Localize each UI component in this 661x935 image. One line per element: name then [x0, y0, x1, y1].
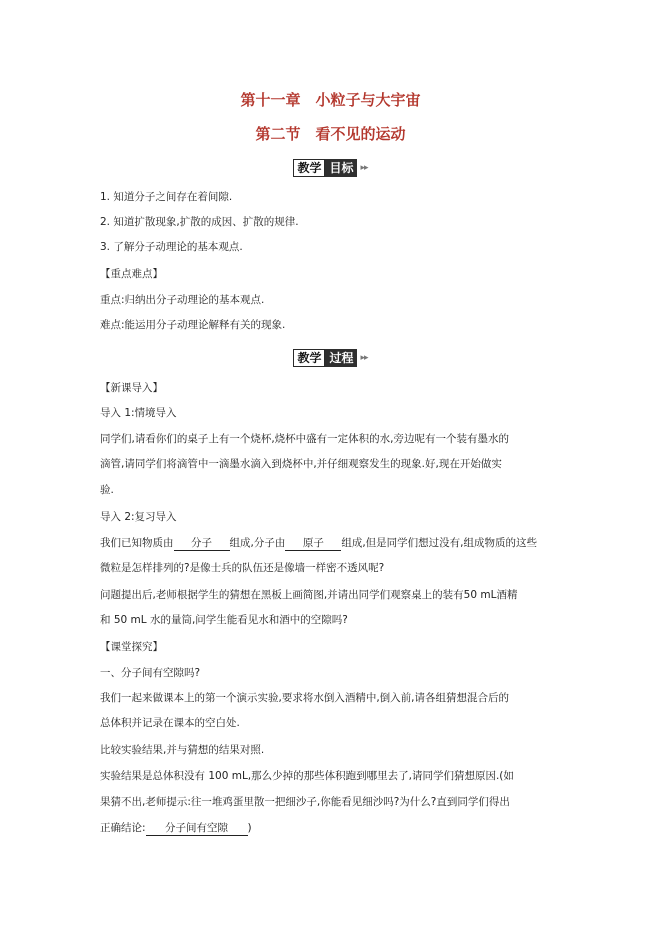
objective-item-1: 1. 知道分子之间存在着间隙.: [100, 191, 233, 203]
intro2-line-1: [100, 536, 537, 551]
double-arrow-icon: ▸▸: [360, 353, 368, 363]
process-badge-row: [0, 349, 661, 367]
objectives-badge-part2: 目标: [325, 159, 357, 177]
intro2-text-part1: 我们已知物质由: [100, 537, 174, 549]
conclusion-line: [100, 821, 252, 836]
objectives-badge-row: [0, 159, 661, 177]
process-badge-part2: 过程: [325, 349, 357, 367]
double-arrow-icon: ▸▸: [360, 163, 368, 173]
objectives-badge-part1: 教学: [293, 159, 325, 177]
question-line-2: 和 50 mL 水的量筒,问学生能看见水和酒中的空隙吗?: [100, 614, 348, 626]
chapter-title: 第十一章 小粒子与大宇宙: [240, 91, 421, 109]
process-badge-part1: 教学: [293, 349, 325, 367]
intro1-line-1: 同学们,请看你们的桌子上有一个烧杯,烧杯中盛有一定体积的水,旁边呢有一个装有墨水的: [100, 433, 510, 445]
question-line-1: 问题提出后,老师根据学生的猜想在黑板上画简图,并请出同学们观察桌上的装有50 mL酒精: [100, 589, 518, 601]
key-point: 重点:归纳出分子动理论的基本观点.: [100, 294, 265, 306]
new-lesson-heading: 【新课导入】: [100, 382, 163, 394]
intro1-line-3: 验.: [100, 484, 114, 496]
explore-heading: 【课堂探究】: [100, 641, 163, 653]
answer-blank-atom: 原子: [285, 537, 341, 551]
conclusion-suffix: ): [247, 822, 252, 834]
key-points-heading: 【重点难点】: [100, 268, 163, 280]
q1-line-5: 果猜不出,老师提示:往一堆鸡蛋里散一把细沙子,你能看见细沙吗?为什么?直到同学们得出: [100, 796, 510, 808]
objective-item-3: 3. 了解分子动理论的基本观点.: [100, 241, 243, 253]
conclusion-prefix: 正确结论:: [100, 822, 146, 834]
intro1-heading: 导入 1:情境导入: [100, 407, 177, 419]
q1-heading: 一、分子间有空隙吗?: [100, 667, 201, 679]
intro2-line-2: 微粒是怎样排列的?是像士兵的队伍还是像墙一样密不透风呢?: [100, 562, 385, 574]
objective-item-2: 2. 知道扩散现象,扩散的成因、扩散的规律.: [100, 216, 299, 228]
q1-line-2: 总体积并记录在课本的空白处.: [100, 717, 240, 729]
difficult-point: 难点:能运用分子动理论解释有关的现象.: [100, 319, 286, 331]
q1-line-1: 我们一起来做课本上的第一个演示实验,要求将水倒入酒精中,倒入前,请各组猜想混合后的: [100, 692, 510, 704]
q1-line-3: 比较实验结果,并与猜想的结果对照.: [100, 744, 265, 756]
process-badge: [293, 349, 367, 367]
intro2-heading: 导入 2:复习导入: [100, 511, 177, 523]
intro1-line-2: 滴管,请同学们将滴管中一滴墨水滴入到烧杯中,并仔细观察发生的现象.好,现在开始做实: [100, 458, 502, 470]
section-title: 第二节 看不见的运动: [255, 125, 406, 143]
objectives-badge: [293, 159, 367, 177]
intro2-text-part3: 组成,但是同学们想过没有,组成物质的这些: [341, 537, 538, 549]
answer-blank-molecule: 分子: [174, 537, 230, 551]
intro2-text-part2: 组成,分子由: [229, 537, 286, 549]
answer-blank-conclusion: 分子间有空隙: [146, 822, 248, 836]
q1-line-4: 实验结果是总体积没有 100 mL,那么少掉的那些体积跑到哪里去了,请同学们猜想原因.(如: [100, 770, 514, 782]
